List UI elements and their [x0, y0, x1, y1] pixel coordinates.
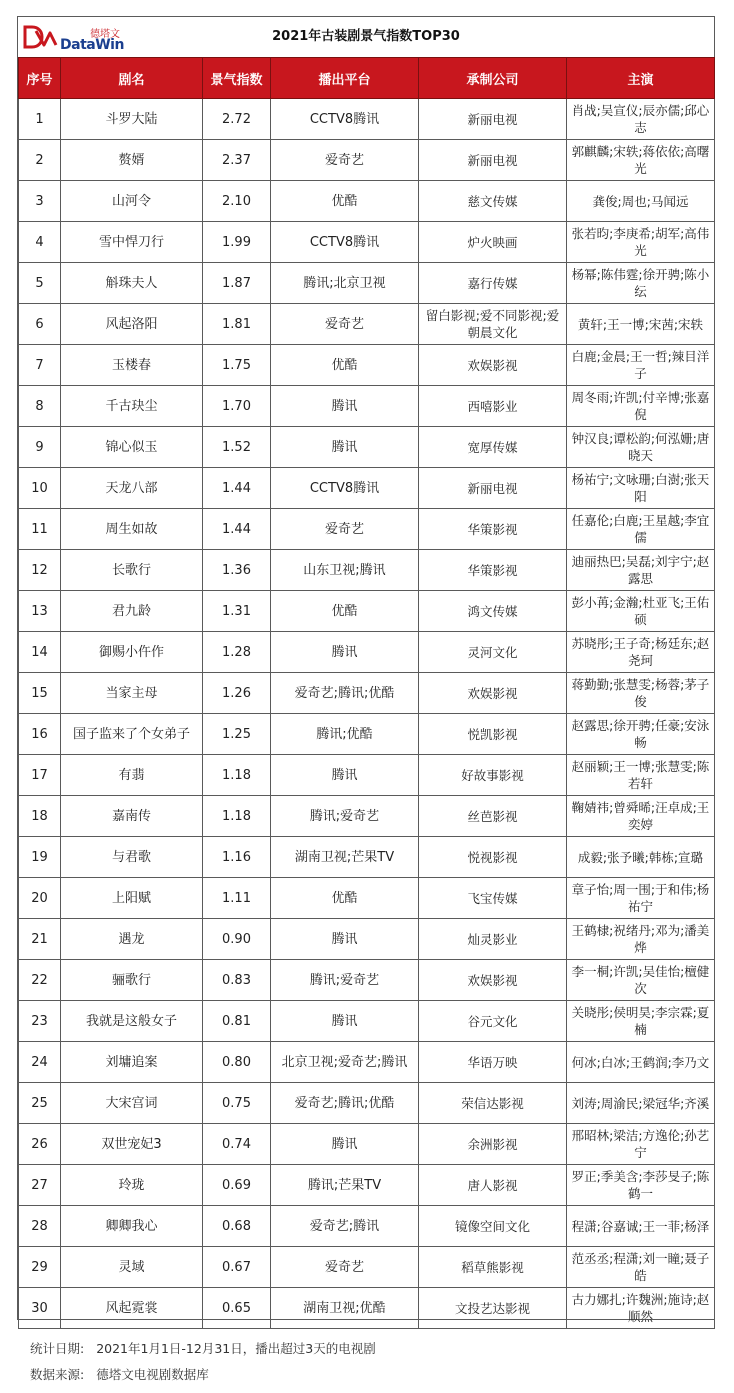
cell-cast: 杨祐宁;文咏珊;白澍;张天阳 [567, 468, 715, 509]
cell-title: 国子监来了个女弟子 [61, 714, 203, 755]
cell-rank: 9 [19, 427, 61, 468]
cell-platform: 爱奇艺;腾讯 [271, 1206, 419, 1247]
cell-rank: 19 [19, 837, 61, 878]
cell-cast: 张若昀;李庚希;胡军;高伟光 [567, 222, 715, 263]
table-row [19, 468, 715, 509]
cell-index: 1.75 [203, 345, 271, 386]
cell-rank: 25 [19, 1083, 61, 1124]
cell-cast: 成毅;张予曦;韩栋;宣璐 [567, 837, 715, 878]
table-row [19, 1288, 715, 1329]
cell-rank: 14 [19, 632, 61, 673]
cell-rank: 26 [19, 1124, 61, 1165]
cell-company: 悦凯影视 [419, 714, 567, 755]
table-row [19, 755, 715, 796]
cell-company: 欢娱影视 [419, 960, 567, 1001]
ranking-table [18, 57, 715, 1329]
cell-platform: 腾讯 [271, 427, 419, 468]
table-row [19, 1247, 715, 1288]
cell-company: 西嘻影业 [419, 386, 567, 427]
cell-title: 玉楼春 [61, 345, 203, 386]
cell-index: 0.83 [203, 960, 271, 1001]
cell-title: 山河令 [61, 181, 203, 222]
cell-index: 1.44 [203, 468, 271, 509]
cell-title: 长歌行 [61, 550, 203, 591]
logo-text-en: DataWin [60, 37, 124, 53]
note-source [30, 1362, 376, 1388]
cell-company: 好故事影视 [419, 755, 567, 796]
table-row [19, 591, 715, 632]
cell-index: 0.75 [203, 1083, 271, 1124]
cell-rank: 16 [19, 714, 61, 755]
cell-company: 华策影视 [419, 550, 567, 591]
cell-index: 0.69 [203, 1165, 271, 1206]
table-row [19, 1206, 715, 1247]
cell-index: 0.81 [203, 1001, 271, 1042]
cell-company: 华策影视 [419, 509, 567, 550]
cell-rank: 17 [19, 755, 61, 796]
cell-rank: 12 [19, 550, 61, 591]
cell-platform: 北京卫视;爱奇艺;腾讯 [271, 1042, 419, 1083]
cell-cast: 关晓彤;侯明昊;李宗霖;夏楠 [567, 1001, 715, 1042]
cell-cast: 刘涛;周渝民;梁冠华;齐溪 [567, 1083, 715, 1124]
cell-rank: 4 [19, 222, 61, 263]
cell-platform: 爱奇艺;腾讯;优酷 [271, 1083, 419, 1124]
cell-platform: 爱奇艺;腾讯;优酷 [271, 673, 419, 714]
note-period-label: 统计日期: [30, 1341, 85, 1356]
cell-company: 灿灵影业 [419, 919, 567, 960]
cell-rank: 2 [19, 140, 61, 181]
cell-rank: 8 [19, 386, 61, 427]
col-header-index: 景气指数 [203, 58, 271, 99]
table-row [19, 386, 715, 427]
cell-index: 0.68 [203, 1206, 271, 1247]
cell-cast: 王鹤棣;祝绪丹;邓为;潘美烨 [567, 919, 715, 960]
cell-title: 灵域 [61, 1247, 203, 1288]
cell-company: 丝芭影视 [419, 796, 567, 837]
cell-index: 1.81 [203, 304, 271, 345]
cell-rank: 18 [19, 796, 61, 837]
cell-cast: 龚俊;周也;马闻远 [567, 181, 715, 222]
cell-rank: 21 [19, 919, 61, 960]
cell-platform: CCTV8腾讯 [271, 99, 419, 140]
cell-title: 御赐小仵作 [61, 632, 203, 673]
cell-platform: CCTV8腾讯 [271, 468, 419, 509]
cell-rank: 6 [19, 304, 61, 345]
cell-cast: 彭小苒;金瀚;杜亚飞;王佑硕 [567, 591, 715, 632]
table-body [19, 99, 715, 1329]
cell-cast: 赵丽颖;王一博;张慧雯;陈若轩 [567, 755, 715, 796]
cell-index: 2.37 [203, 140, 271, 181]
cell-platform: 优酷 [271, 878, 419, 919]
cell-company: 炉火映画 [419, 222, 567, 263]
table-row [19, 427, 715, 468]
cell-rank: 5 [19, 263, 61, 304]
cell-title: 与君歌 [61, 837, 203, 878]
table-header-row [19, 58, 715, 99]
cell-cast: 程潇;谷嘉诚;王一菲;杨泽 [567, 1206, 715, 1247]
cell-company: 慈文传媒 [419, 181, 567, 222]
cell-title: 当家主母 [61, 673, 203, 714]
cell-title: 骊歌行 [61, 960, 203, 1001]
note-source-label: 数据来源: [30, 1367, 85, 1382]
cell-platform: 腾讯 [271, 1124, 419, 1165]
note-period [30, 1336, 376, 1362]
cell-index: 1.18 [203, 755, 271, 796]
cell-title: 周生如故 [61, 509, 203, 550]
cell-rank: 24 [19, 1042, 61, 1083]
cell-company: 华语万映 [419, 1042, 567, 1083]
cell-index: 1.18 [203, 796, 271, 837]
cell-index: 1.25 [203, 714, 271, 755]
table-row [19, 99, 715, 140]
cell-platform: 优酷 [271, 181, 419, 222]
table-row [19, 263, 715, 304]
cell-platform: 爱奇艺 [271, 304, 419, 345]
logo-text-cn: 德塔文 [90, 29, 120, 40]
cell-cast: 钟汉良;谭松韵;何泓姗;唐晓天 [567, 427, 715, 468]
table-row [19, 837, 715, 878]
table-row [19, 345, 715, 386]
cell-title: 有翡 [61, 755, 203, 796]
table-row [19, 632, 715, 673]
cell-company: 悦视影视 [419, 837, 567, 878]
cell-cast: 肖战;吴宣仪;辰亦儒;邱心志 [567, 99, 715, 140]
cell-company: 欢娱影视 [419, 345, 567, 386]
cell-cast: 杨幂;陈伟霆;徐开骋;陈小纭 [567, 263, 715, 304]
cell-company: 新丽电视 [419, 99, 567, 140]
cell-platform: 腾讯 [271, 632, 419, 673]
cell-cast: 苏晓彤;王子奇;杨廷东;赵尧珂 [567, 632, 715, 673]
cell-rank: 23 [19, 1001, 61, 1042]
cell-company: 镜像空间文化 [419, 1206, 567, 1247]
cell-platform: 腾讯;芒果TV [271, 1165, 419, 1206]
cell-index: 0.90 [203, 919, 271, 960]
cell-rank: 10 [19, 468, 61, 509]
cell-index: 0.74 [203, 1124, 271, 1165]
cell-index: 2.10 [203, 181, 271, 222]
page-title: 2021年古装剧景气指数TOP30 [272, 29, 460, 44]
cell-platform: 腾讯;优酷 [271, 714, 419, 755]
cell-platform: 湖南卫视;芒果TV [271, 837, 419, 878]
cell-index: 0.80 [203, 1042, 271, 1083]
cell-title: 卿卿我心 [61, 1206, 203, 1247]
col-header-cast: 主演 [567, 58, 715, 99]
cell-rank: 15 [19, 673, 61, 714]
cell-cast: 范丞丞;程潇;刘一瞳;聂子皓 [567, 1247, 715, 1288]
cell-index: 2.72 [203, 99, 271, 140]
table-row [19, 919, 715, 960]
table-row [19, 550, 715, 591]
table-row [19, 222, 715, 263]
cell-rank: 30 [19, 1288, 61, 1329]
table-row [19, 960, 715, 1001]
cell-title: 风起霓裳 [61, 1288, 203, 1329]
cell-rank: 11 [19, 509, 61, 550]
cell-rank: 20 [19, 878, 61, 919]
cell-platform: 爱奇艺 [271, 140, 419, 181]
cell-index: 1.36 [203, 550, 271, 591]
cell-rank: 27 [19, 1165, 61, 1206]
cell-company: 飞宝传媒 [419, 878, 567, 919]
cell-title: 我就是这般女子 [61, 1001, 203, 1042]
cell-index: 1.31 [203, 591, 271, 632]
cell-cast: 邢昭林;梁洁;方逸伦;孙艺宁 [567, 1124, 715, 1165]
cell-platform: 湖南卫视;优酷 [271, 1288, 419, 1329]
cell-cast: 迪丽热巴;吴磊;刘宇宁;赵露思 [567, 550, 715, 591]
table-row [19, 714, 715, 755]
table-row [19, 304, 715, 345]
cell-title: 刘墉追案 [61, 1042, 203, 1083]
cell-company: 稻草熊影视 [419, 1247, 567, 1288]
cell-cast: 黄轩;王一博;宋茜;宋轶 [567, 304, 715, 345]
cell-index: 1.52 [203, 427, 271, 468]
cell-cast: 郭麒麟;宋轶;蒋依依;高曙光 [567, 140, 715, 181]
cell-platform: 腾讯 [271, 755, 419, 796]
cell-index: 1.87 [203, 263, 271, 304]
col-header-platform: 播出平台 [271, 58, 419, 99]
cell-rank: 29 [19, 1247, 61, 1288]
cell-index: 0.65 [203, 1288, 271, 1329]
cell-cast: 章子怡;周一围;于和伟;杨祐宁 [567, 878, 715, 919]
table-row [19, 796, 715, 837]
cell-index: 1.70 [203, 386, 271, 427]
cell-index: 1.28 [203, 632, 271, 673]
cell-title: 双世宠妃3 [61, 1124, 203, 1165]
cell-title: 锦心似玉 [61, 427, 203, 468]
cell-cast: 蒋勤勤;张慧雯;杨蓉;茅子俊 [567, 673, 715, 714]
cell-cast: 古力娜扎;许魏洲;施诗;赵顺然 [567, 1288, 715, 1329]
cell-index: 1.11 [203, 878, 271, 919]
table-row [19, 509, 715, 550]
cell-title: 斛珠夫人 [61, 263, 203, 304]
cell-title: 嘉南传 [61, 796, 203, 837]
table-row [19, 878, 715, 919]
cell-cast: 周冬雨;许凯;付辛博;张嘉倪 [567, 386, 715, 427]
cell-title: 千古玦尘 [61, 386, 203, 427]
cell-platform: 腾讯;北京卫视 [271, 263, 419, 304]
cell-cast: 鞠婧祎;曾舜晞;汪卓成;王奕婷 [567, 796, 715, 837]
note-source-value: 德塔文电视剧数据库 [96, 1367, 209, 1382]
cell-rank: 13 [19, 591, 61, 632]
cell-company: 欢娱影视 [419, 673, 567, 714]
table-row [19, 1165, 715, 1206]
cell-company: 余洲影视 [419, 1124, 567, 1165]
cell-company: 新丽电视 [419, 140, 567, 181]
cell-company: 荣信达影视 [419, 1083, 567, 1124]
col-header-rank: 序号 [19, 58, 61, 99]
col-header-company: 承制公司 [419, 58, 567, 99]
table-row [19, 1042, 715, 1083]
cell-platform: 优酷 [271, 591, 419, 632]
cell-index: 1.26 [203, 673, 271, 714]
table-row [19, 1001, 715, 1042]
cell-title: 遇龙 [61, 919, 203, 960]
cell-cast: 罗正;季美含;李莎旻子;陈鹤一 [567, 1165, 715, 1206]
table-row [19, 673, 715, 714]
table-row [19, 1124, 715, 1165]
footnotes [30, 1336, 376, 1388]
cell-cast: 何冰;白冰;王鹤润;李乃文 [567, 1042, 715, 1083]
cell-title: 君九龄 [61, 591, 203, 632]
cell-company: 嘉行传媒 [419, 263, 567, 304]
cell-cast: 赵露思;徐开骋;任豪;安泳畅 [567, 714, 715, 755]
cell-cast: 白鹿;金晨;王一哲;辣目洋子 [567, 345, 715, 386]
cell-cast: 李一桐;许凯;吴佳怡;檀健次 [567, 960, 715, 1001]
cell-company: 新丽电视 [419, 468, 567, 509]
cell-title: 天龙八部 [61, 468, 203, 509]
cell-company: 宽厚传媒 [419, 427, 567, 468]
cell-cast: 任嘉伦;白鹿;王星越;李宜儒 [567, 509, 715, 550]
cell-rank: 28 [19, 1206, 61, 1247]
cell-platform: 爱奇艺 [271, 1247, 419, 1288]
cell-title: 大宋宫词 [61, 1083, 203, 1124]
cell-company: 灵河文化 [419, 632, 567, 673]
note-period-value: 2021年1月1日-12月31日，播出超过3天的电视剧 [96, 1341, 376, 1356]
cell-platform: 腾讯;爱奇艺 [271, 796, 419, 837]
cell-platform: CCTV8腾讯 [271, 222, 419, 263]
table-row [19, 140, 715, 181]
cell-rank: 7 [19, 345, 61, 386]
cell-platform: 腾讯 [271, 1001, 419, 1042]
cell-title: 玲珑 [61, 1165, 203, 1206]
cell-title: 上阳赋 [61, 878, 203, 919]
cell-index: 1.44 [203, 509, 271, 550]
cell-company: 谷元文化 [419, 1001, 567, 1042]
cell-title: 斗罗大陆 [61, 99, 203, 140]
table-row [19, 1083, 715, 1124]
cell-platform: 腾讯 [271, 386, 419, 427]
cell-rank: 22 [19, 960, 61, 1001]
cell-rank: 1 [19, 99, 61, 140]
cell-rank: 3 [19, 181, 61, 222]
cell-company: 文投艺达影视 [419, 1288, 567, 1329]
col-header-title: 剧名 [61, 58, 203, 99]
cell-title: 风起洛阳 [61, 304, 203, 345]
cell-platform: 优酷 [271, 345, 419, 386]
table-header-bar [18, 17, 714, 57]
cell-title: 雪中悍刀行 [61, 222, 203, 263]
cell-company: 唐人影视 [419, 1165, 567, 1206]
cell-index: 1.99 [203, 222, 271, 263]
cell-company: 鸿文传媒 [419, 591, 567, 632]
cell-index: 0.67 [203, 1247, 271, 1288]
table-row [19, 181, 715, 222]
cell-company: 留白影视;爱不同影视;爱朝晨文化 [419, 304, 567, 345]
cell-index: 1.16 [203, 837, 271, 878]
cell-platform: 爱奇艺 [271, 509, 419, 550]
table-frame [17, 16, 715, 1324]
cell-platform: 山东卫视;腾讯 [271, 550, 419, 591]
cell-platform: 腾讯 [271, 919, 419, 960]
cell-title: 赘婿 [61, 140, 203, 181]
cell-platform: 腾讯;爱奇艺 [271, 960, 419, 1001]
